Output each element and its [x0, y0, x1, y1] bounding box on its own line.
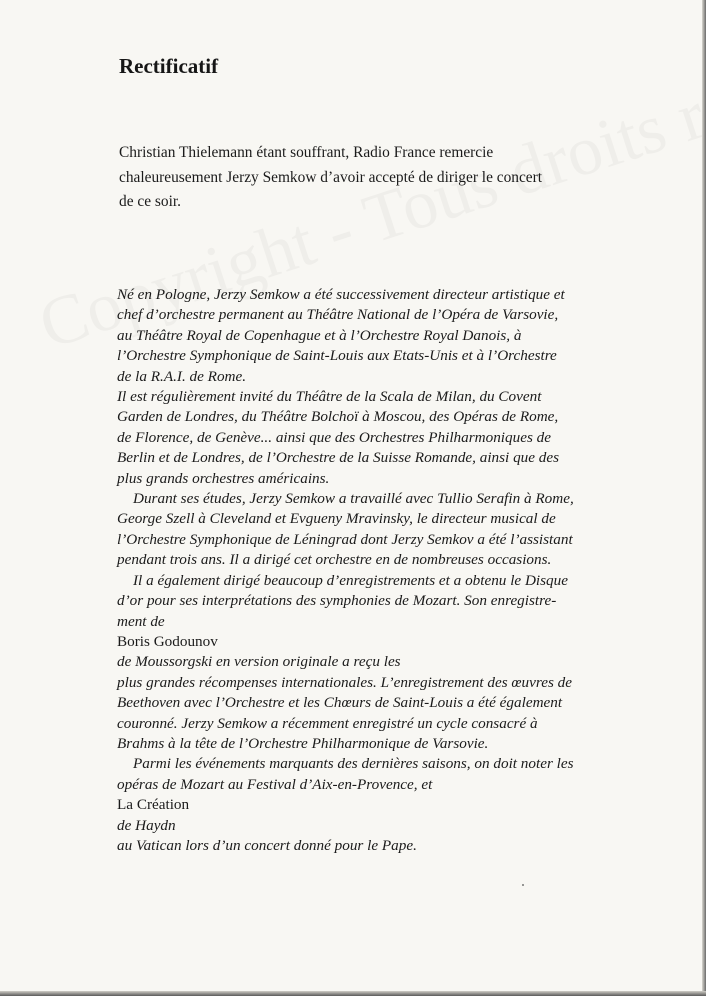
bio-line: Parmi les événements marquants des dernières saisons, on doit noter les [133, 755, 574, 773]
bio-line: Beethoven avec l’Orchestre et les Chœurs de Saint-Louis a été également [117, 694, 563, 712]
paper-speck [522, 884, 524, 886]
bio-line: l’Orchestre Symphonique de Saint-Louis aux Etats-Unis et à l’Orchestre [117, 347, 557, 365]
page-title: Rectificatif [119, 54, 219, 78]
intro-line: chaleureusement Jerzy Semkow d’avoir accepté de diriger le concert [119, 168, 543, 186]
page-edge-bottom [0, 991, 706, 996]
bio-line: Il a également dirigé beaucoup d’enregistrements et a obtenu le Disque [133, 571, 568, 589]
intro-line: Christian Thielemann étant souffrant, Radio France remercie [119, 144, 494, 161]
biography-text [117, 285, 677, 856]
page-edge-right [702, 0, 706, 996]
work-title: La Création [117, 796, 190, 814]
bio-line: Il est régulièrement invité du Théâtre de la Scala de Milan, du Covent [117, 388, 542, 406]
bio-line: ment de Boris Godounov de Moussorgski en version originale a reçu les [117, 612, 677, 673]
bio-line: plus grands orchestres américains. [117, 469, 330, 487]
bio-line: d’or pour ses interprétations des symphonies de Mozart. Son enregistre- [117, 592, 557, 610]
bio-line: Durant ses études, Jerzy Semkow a travaillé avec Tullio Serafin à Rome, [133, 490, 574, 508]
bio-line: opéras de Mozart au Festival d’Aix-en-Provence, et La Création de Haydn [117, 775, 677, 836]
bio-line: plus grandes récompenses internationales. L’enregistrement des œuvres de [117, 673, 572, 691]
bio-line: au Vatican lors d’un concert donné pour le Pape. [117, 836, 417, 854]
bio-line: George Szell à Cleveland et Evgueny Mravinsky, le directeur musical de [117, 510, 556, 528]
bio-line: l’Orchestre Symphonique de Léningrad dont Jerzy Semkov a été l’assistant [117, 530, 573, 548]
bio-line: couronné. Jerzy Semkow a récemment enregistré un cycle consacré à [117, 714, 538, 732]
intro-paragraph [119, 141, 639, 215]
bio-line: pendant trois ans. Il a dirigé cet orchestre en de nombreuses occasions. [117, 551, 552, 569]
bio-line: Berlin et de Londres, de l’Orchestre de la Suisse Romande, ainsi que des [117, 449, 560, 467]
work-title: Boris Godounov [117, 632, 218, 650]
bio-line: chef d’orchestre permanent au Théâtre National de l’Opéra de Varsovie, [117, 306, 559, 324]
intro-line: de ce soir. [119, 193, 181, 210]
bio-line: Brahms à la tête de l’Orchestre Philharmonique de Varsovie. [117, 734, 489, 752]
bio-line: de la R.A.I. de Rome. [117, 367, 247, 385]
bio-line: Garden de Londres, du Théâtre Bolchoï à Moscou, des Opéras de Rome, [117, 408, 559, 426]
bio-line: au Théâtre Royal de Copenhague et à l’Orchestre Royal Danois, à [117, 326, 522, 344]
bio-line: de Florence, de Genève... ainsi que des Orchestres Philharmoniques de [117, 428, 551, 446]
bio-line: Né en Pologne, Jerzy Semkow a été successivement directeur artistique et [117, 286, 565, 303]
